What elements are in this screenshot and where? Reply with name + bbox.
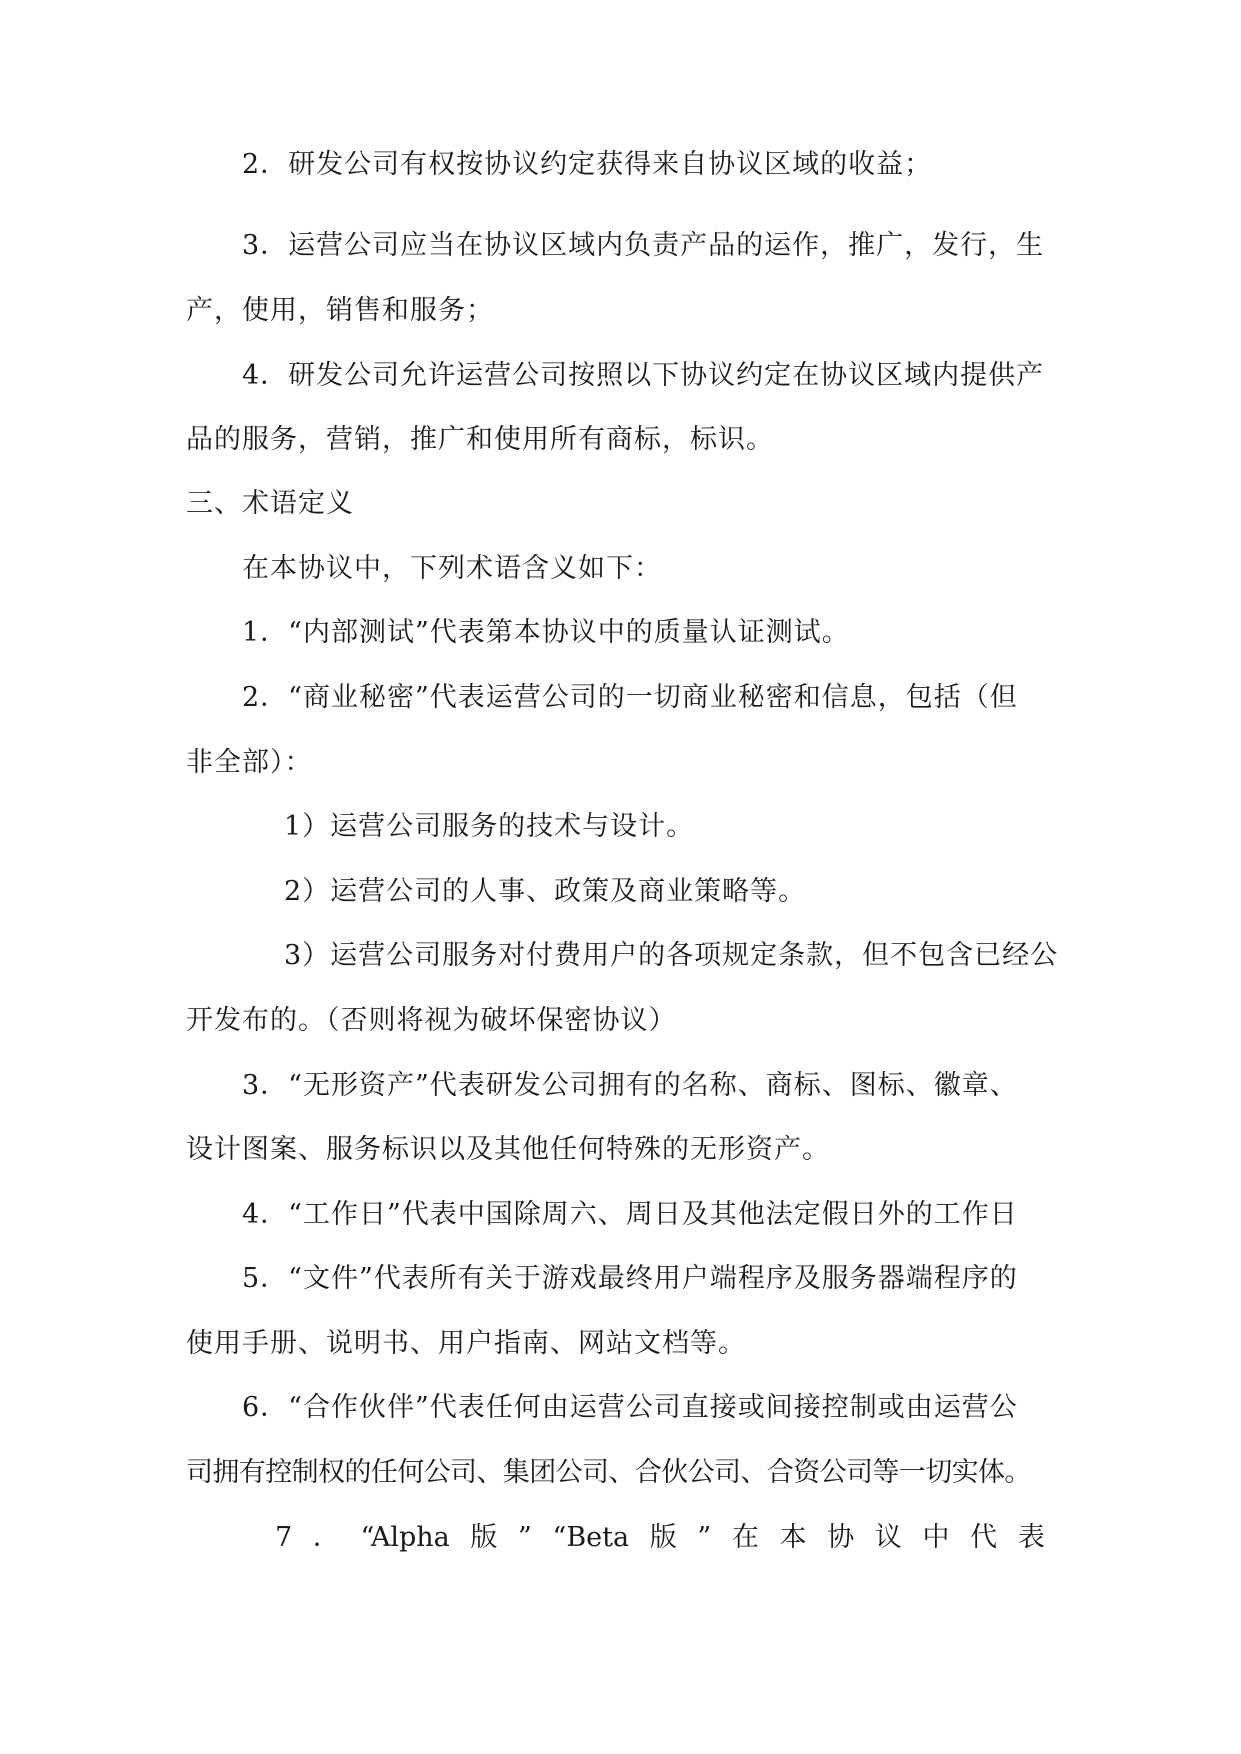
line-part: 版 <box>470 1522 498 1553</box>
text-line: 使用手册、说明书、用户指南、网站文档等。 <box>186 1328 746 1359</box>
section-heading: 三、术语定义 <box>186 488 354 519</box>
line-part: 协 <box>827 1522 855 1553</box>
line-part: 本 <box>779 1522 807 1553</box>
text-line: 产，使用，销售和服务； <box>186 295 494 326</box>
line-part: 中 <box>922 1522 950 1553</box>
text-line: 2．研发公司有权按协议约定获得来自协议区域的收益； <box>242 149 933 180</box>
text-line-justified <box>275 1521 1045 1555</box>
text-line: 在本协议中，下列术语含义如下： <box>242 553 662 584</box>
line-part: 版 <box>649 1522 677 1553</box>
text-line: 3．运营公司应当在协议区域内负责产品的运作，推广，发行，生 <box>242 230 1045 261</box>
line-part: 代 <box>970 1522 998 1553</box>
text-line: 4．“工作日”代表中国除周六、周日及其他法定假日外的工作日 <box>242 1199 1018 1230</box>
line-part: ” <box>518 1522 532 1553</box>
line-part: ” <box>697 1522 712 1553</box>
text-line: 2）运营公司的人事、政策及商业策略等。 <box>284 876 807 907</box>
line-part: “Beta <box>552 1522 630 1553</box>
line-part: 7 <box>275 1522 293 1553</box>
line-part: 在 <box>731 1522 759 1553</box>
text-line: 3．“无形资产”代表研发公司拥有的名称、商标、图标、徽章、 <box>242 1070 1018 1101</box>
line-part: “Alpha <box>360 1522 450 1553</box>
text-line: 1）运营公司服务的技术与设计。 <box>284 811 695 842</box>
line-part: ． <box>312 1522 340 1553</box>
text-line: 1．“内部测试”代表第本协议中的质量认证测试。 <box>242 617 850 648</box>
text-line: 非全部）： <box>186 747 313 778</box>
text-line: 3）运营公司服务对付费用户的各项规定条款，但不包含已经公 <box>284 940 1059 971</box>
line-part: 表 <box>1017 1522 1045 1553</box>
text-line: 开发布的。（否则将视为破坏保密协议） <box>186 1005 677 1036</box>
text-line: 品的服务，营销，推广和使用所有商标，标识。 <box>186 424 774 455</box>
text-line: 司拥有控制权的任何公司、集团公司、合伙公司、合资公司等一切实体。 <box>186 1457 1031 1488</box>
text-line: 设计图案、服务标识以及其他任何特殊的无形资产。 <box>186 1134 830 1165</box>
text-line: 2．“商业秘密”代表运营公司的一切商业秘密和信息，包括（但 <box>242 682 1018 713</box>
text-line: 6．“合作伙伴”代表任何由运营公司直接或间接控制或由运营公 <box>242 1392 1018 1423</box>
text-line: 4．研发公司允许运营公司按照以下协议约定在协议区域内提供产 <box>242 360 1045 391</box>
text-line: 5．“文件”代表所有关于游戏最终用户端程序及服务器端程序的 <box>242 1263 1018 1294</box>
line-part: 议 <box>874 1522 902 1553</box>
